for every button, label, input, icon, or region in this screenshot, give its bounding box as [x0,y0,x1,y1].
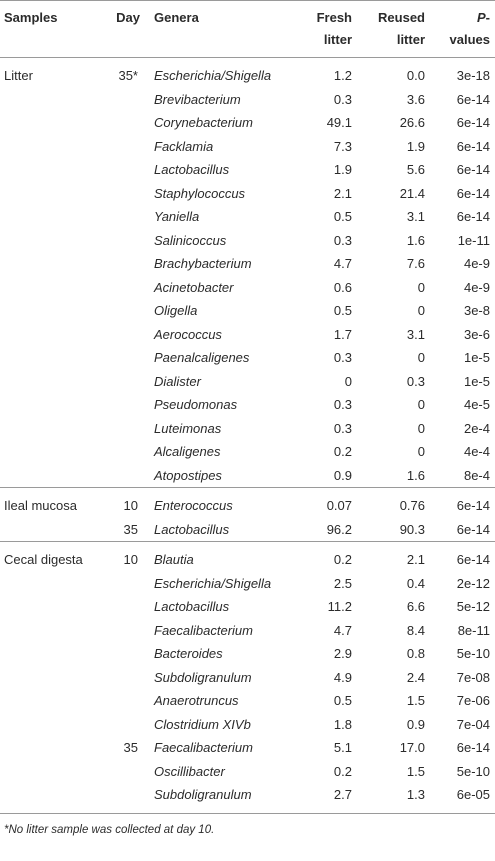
cell-sample: Cecal digesta [0,542,104,572]
header-row [0,1,495,58]
cell-day [104,393,150,417]
cell-sample [0,229,104,253]
table-row [0,595,495,619]
cell-sample [0,713,104,737]
cell-day [104,88,150,112]
table-row [0,346,495,370]
cell-sample [0,572,104,596]
cell-reused-litter: 0.3 [406,373,425,389]
cell-genus: Escherichia/Shigella [154,575,272,591]
cell-p-value: 6e-14 [456,521,490,537]
cell-p-value: 6e-14 [456,209,490,224]
table-row [0,572,495,596]
cell-fresh-litter: 4.9 [333,669,352,685]
cell-sample [0,111,104,135]
cell-day [104,642,150,666]
cell-fresh-litter: 1.2 [333,68,352,83]
cell-fresh-litter: 0.5 [333,303,352,318]
cell-sample [0,666,104,690]
cell-p-value: 2e-4 [463,420,490,436]
cell-genus: Oligella [154,303,198,318]
cell-day [104,417,150,441]
cell-genus: Salinicoccus [154,232,227,248]
cell-reused-litter: 1.6 [406,232,425,248]
cell-day [104,783,150,813]
cell-genus: Oscillibacter [154,763,225,779]
cell-reused-litter: 7.6 [406,256,425,271]
cell-fresh-litter: 49.1 [326,115,352,130]
table-row [0,370,495,394]
cell-genus: Brachybacterium [154,256,252,271]
cell-reused-litter: 0.9 [406,716,425,732]
cell-reused-litter: 0.8 [406,646,425,661]
cell-p-value: 7e-04 [456,716,490,732]
cell-genus: Paenalcaligenes [154,350,250,365]
cell-fresh-litter: 0.3 [333,397,352,412]
cell-sample [0,299,104,323]
cell-reused-litter: 6.6 [406,599,425,614]
cell-day [104,135,150,159]
table-row [0,666,495,690]
cell-day [104,111,150,135]
cell-genus: Aerococcus [154,326,222,342]
cell-reused-litter: 0 [417,444,425,459]
cell-sample [0,393,104,417]
cell-p-value: 4e-5 [463,397,490,412]
cell-reused-litter: 5.6 [406,162,425,177]
cell-reused-litter: 8.4 [406,622,425,638]
cell-p-value: 7e-08 [456,669,490,685]
cell-p-value: 6e-14 [456,740,490,755]
cell-fresh-litter: 2.5 [333,575,352,591]
cell-fresh-litter: 4.7 [333,256,352,271]
cell-day: 35* [118,68,138,83]
cell-reused-litter: 0 [417,420,425,436]
cell-p-value: 5e-10 [456,763,490,779]
cell-reused-litter: 1.5 [406,763,425,779]
cell-day [104,182,150,206]
header-samples: Samples [0,1,104,58]
cell-genus: Faecalibacterium [154,740,253,755]
cell-genus: Enterococcus [150,488,298,518]
header-fresh-line1: Fresh [316,10,352,25]
cell-reused-litter: 21.4 [399,185,425,201]
cell-p-value: 6e-14 [456,162,490,177]
table-row [0,619,495,643]
cell-sample [0,783,104,813]
cell-reused-litter: 0.4 [406,575,425,591]
cell-genus: Subdoligranulum [150,783,298,813]
cell-sample [0,158,104,182]
cell-p-value: 6e-14 [456,91,490,107]
cell-day: 35 [123,740,138,755]
cell-p-value: 6e-05 [435,783,495,813]
header-p-italic: P [476,10,486,25]
cell-genus: Yaniella [154,209,200,224]
cell-reused-litter: 2.4 [406,669,425,685]
cell-day [104,760,150,784]
cell-genus: Lactobacillus [154,599,230,614]
cell-day: 35 [123,521,138,537]
cell-sample: Ileal mucosa [0,488,104,518]
cell-p-value: 6e-14 [456,138,490,154]
cell-reused-litter: 0.0 [406,68,425,83]
cell-sample: Litter [4,68,33,83]
cell-sample [0,736,104,760]
cell-fresh-litter: 5.1 [333,740,352,755]
cell-reused-litter: 26.6 [399,115,425,130]
cell-reused-litter: 1.3 [366,783,435,813]
cell-sample [0,689,104,713]
table-row [0,182,495,206]
cell-sample [0,642,104,666]
table-row [0,252,495,276]
table-row [0,440,495,464]
cell-p-value: 1e-5 [463,373,490,389]
cell-fresh-litter: 0.3 [333,91,352,107]
cell-genus: Luteimonas [154,420,222,436]
table-row [0,488,495,518]
cell-sample [0,346,104,370]
cell-sample [0,182,104,206]
cell-genus: Acinetobacter [154,279,234,295]
table-row [0,58,495,88]
table-row [0,111,495,135]
cell-fresh-litter: 1.7 [333,326,352,342]
cell-fresh-litter: 2.9 [333,646,352,661]
table-row [0,205,495,229]
cell-fresh-litter: 96.2 [326,521,352,537]
cell-genus: Faecalibacterium [154,622,253,638]
cell-sample [0,464,104,488]
header-reused-line2: litter [396,32,425,47]
cell-sample [0,205,104,229]
cell-day [104,252,150,276]
table-row [0,393,495,417]
cell-genus: Staphylococcus [154,185,246,201]
cell-reused-litter: 0 [417,303,425,318]
table-row [0,299,495,323]
cell-p-value: 5e-12 [456,599,490,614]
table-row [0,713,495,737]
cell-sample [0,252,104,276]
cell-day [104,205,150,229]
table-header [0,1,495,58]
cell-sample [0,595,104,619]
cell-reused-litter: 1.9 [406,138,425,154]
cell-fresh-litter: 0.5 [333,693,352,708]
cell-genus: Subdoligranulum [154,669,252,685]
cell-genus: Blautia [150,542,298,572]
cell-day [104,689,150,713]
cell-genus: Corynebacterium [154,115,253,130]
cell-p-value: 5e-10 [456,646,490,661]
cell-p-value: 6e-14 [435,488,495,518]
table-row [0,542,495,572]
cell-reused-litter: 0 [417,279,425,295]
cell-fresh-litter: 1.8 [333,716,352,732]
cell-reused-litter: 17.0 [399,740,425,755]
cell-reused-litter: 3.1 [406,209,425,224]
cell-fresh-litter: 11.2 [327,599,352,614]
cell-p-value: 3e-18 [456,68,490,83]
cell-fresh-litter: 0 [344,373,352,389]
header-p-values [435,1,495,58]
cell-sample [0,760,104,784]
cell-p-value: 4e-9 [463,256,490,271]
cell-p-value: 4e-9 [463,279,490,295]
cell-day: 10 [104,488,150,518]
cell-reused-litter: 2.1 [366,542,435,572]
cell-day [104,346,150,370]
header-fresh-line2: litter [323,32,352,47]
cell-fresh-litter: 0.2 [333,763,352,779]
cell-day [104,299,150,323]
cell-day [104,595,150,619]
cell-genus: Dialister [154,373,201,389]
cell-fresh-litter: 0.07 [298,488,366,518]
table-row [0,229,495,253]
table-row [0,760,495,784]
cell-fresh-litter: 2.1 [333,185,352,201]
cell-genus: Atopostipes [154,467,222,483]
cell-sample [0,88,104,112]
cell-sample [0,518,104,542]
cell-p-value: 6e-14 [456,185,490,201]
header-p-suffix: -values [449,10,490,47]
cell-p-value: 1e-11 [457,232,490,248]
cell-sample [0,619,104,643]
table-row [0,518,495,542]
cell-p-value: 4e-4 [463,444,490,459]
cell-reused-litter: 1.6 [406,467,425,483]
table-body [0,58,495,814]
cell-sample [0,323,104,347]
cell-genus: Alcaligenes [154,444,221,459]
header-reused-line1: Reused [378,10,425,25]
cell-genus: Clostridium XIVb [154,716,251,732]
cell-reused-litter: 0 [417,350,425,365]
table-row [0,642,495,666]
cell-fresh-litter: 0.2 [298,542,366,572]
cell-fresh-litter: 0.5 [333,209,352,224]
cell-day [104,713,150,737]
cell-day [104,158,150,182]
header-genera: Genera [150,1,298,58]
table-footnote: *No litter sample was collected at day 10. [4,823,215,836]
cell-genus: Facklamia [154,138,214,154]
table-row [0,88,495,112]
cell-reused-litter: 0.76 [366,488,435,518]
table-row [0,783,495,813]
cell-fresh-litter: 0.2 [333,444,352,459]
cell-fresh-litter: 4.7 [333,622,352,638]
cell-day [104,619,150,643]
cell-day [104,572,150,596]
cell-fresh-litter: 7.3 [333,138,352,154]
cell-p-value: 3e-6 [463,326,490,342]
table-row [0,135,495,159]
cell-p-value: 6e-14 [456,115,490,130]
header-fresh-litter [298,1,366,58]
cell-day [104,464,150,488]
cell-sample [0,370,104,394]
cell-sample [0,276,104,300]
cell-genus: Lactobacillus [154,162,230,177]
cell-fresh-litter: 2.7 [298,783,366,813]
cell-fresh-litter: 0.3 [333,350,352,365]
cell-reused-litter: 1.5 [406,693,425,708]
cell-day [104,323,150,347]
cell-p-value: 8e-11 [457,622,490,638]
table-row [0,689,495,713]
cell-reused-litter: 0 [417,397,425,412]
header-reused-litter [366,1,435,58]
cell-reused-litter: 3.1 [406,326,425,342]
table-row [0,158,495,182]
header-day: Day [104,1,150,58]
cell-genus: Anaerotruncus [154,693,239,708]
cell-fresh-litter: 0.9 [333,467,352,483]
cell-day [104,666,150,690]
cell-day [104,276,150,300]
cell-fresh-litter: 0.3 [333,232,352,248]
cell-fresh-litter: 1.9 [333,162,352,177]
table-row [0,276,495,300]
cell-day [104,370,150,394]
cell-day [104,440,150,464]
table-row [0,323,495,347]
table-row [0,464,495,488]
table-row [0,417,495,441]
cell-genus: Pseudomonas [154,397,238,412]
table-row [0,736,495,760]
cell-p-value: 8e-4 [463,467,490,483]
cell-fresh-litter: 0.3 [333,420,352,436]
cell-genus: Brevibacterium [154,91,241,107]
cell-day [104,229,150,253]
cell-p-value: 3e-8 [463,303,490,318]
cell-reused-litter: 3.6 [406,91,425,107]
cell-p-value: 2e-12 [456,575,490,591]
cell-p-value: 1e-5 [463,350,490,365]
cell-genus: Escherichia/Shigella [154,68,272,83]
cell-sample [0,135,104,159]
cell-sample [0,440,104,464]
cell-sample [0,417,104,441]
cell-p-value: 6e-14 [435,542,495,572]
cell-genus: Bacteroides [154,646,223,661]
cell-reused-litter: 90.3 [399,521,425,537]
cell-fresh-litter: 0.6 [333,279,352,295]
cell-p-value: 7e-06 [456,693,490,708]
cell-genus: Lactobacillus [154,521,230,537]
cell-day: 10 [104,542,150,572]
